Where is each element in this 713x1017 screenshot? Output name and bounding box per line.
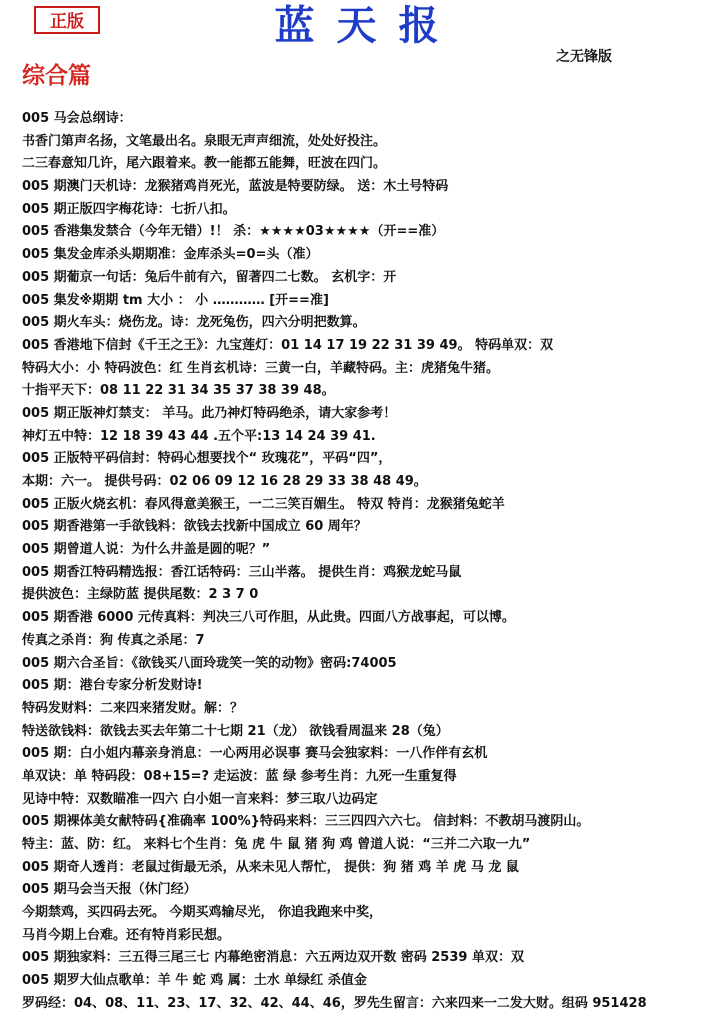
text-line: 005 期独家料：三五得三尾三七 内幕绝密消息：六五两边双开数 密码 2539 单双：双 bbox=[22, 950, 524, 966]
text-line: 005 期火车头：烧伤龙。诗：龙死兔伤，四六分明把数算。 bbox=[22, 315, 366, 331]
text-line: 005 集发金库杀头期期准：金库杀头=0=头（准） bbox=[22, 247, 319, 263]
text-line: 005 期罗大仙点歌单：羊 牛 蛇 鸡 属：土水 单绿红 杀值金 bbox=[22, 973, 367, 989]
text-line: 005 期澳门天机诗：龙猴猪鸡肖死光，蓝波是特要防绿。 送：木土号特码 bbox=[22, 179, 449, 195]
text-line: 005 期曾道人说：为什么井盖是圆的呢？” bbox=[22, 542, 271, 558]
text-line: 005 期正版神灯禁支： 羊马。此乃神灯特码绝杀，请大家参考！ bbox=[22, 405, 397, 421]
text-line: 特码大小：小 特码波色：红 生肖玄机诗：三黄一白，羊藏特码。主：虎猪兔牛猪。 bbox=[22, 360, 500, 376]
text-line: 005 香港地下信封《千王之王》：九宝莲灯：01 14 17 19 22 31 39 49。 特码单双：双 bbox=[22, 337, 554, 353]
text-line: 005 正版火烧玄机：春风得意美猴王，一二三笑百媚生。 特双 特肖：龙猴猪兔蛇羊 bbox=[22, 496, 505, 512]
text-line: 本期：六一。 提供号码：02 06 09 12 16 28 29 33 38 48 49。 bbox=[22, 474, 427, 489]
text-line: 单双诀：单 特码段：08+15=? 走运波：蓝 绿 参考生肖：九死一生重复得 bbox=[22, 768, 457, 784]
text-line: 005 期香港第一手欲钱料：欲钱去找新中国成立 60 周年？ bbox=[22, 519, 367, 535]
text-line: 罗码经：04、08、11、23、17、32、42、44、46，罗先生留言：六来四来一二发大财。组码 951428 bbox=[22, 995, 647, 1011]
text-line: 神灯五中特：12 18 39 43 44 .五个平:13 14 24 39 41. bbox=[22, 428, 376, 444]
text-line: 005 期裸体美女献特码{准确率 100%}特码来料：三三四四六六七。 信封料：不教胡马渡阴山。 bbox=[22, 814, 590, 830]
edition-label: 之无锋版 bbox=[556, 49, 612, 65]
text-line: 特送欲钱料：欲钱去买去年第二十七期 21（龙） 欲钱看周温来 28（兔） bbox=[22, 723, 449, 739]
text-line: 005 期奇人透肖：老鼠过街最无杀，从来未见人帮忙， 提供：狗 猪 鸡 羊 虎 马 龙 鼠 bbox=[22, 859, 519, 875]
text-line: 005 集发※期期 tm 大小 ： 小 ………… [开==准] bbox=[22, 292, 329, 308]
article-body bbox=[22, 108, 702, 1016]
text-line: 十指平天下：08 11 22 31 34 35 37 38 39 48。 bbox=[22, 383, 335, 399]
text-line: 005 期香港 6000 元传真料：判决三八可作胆，从此贵。四面八方战事起，可以博。 bbox=[22, 610, 515, 626]
text-line: 005 期：港台专家分析发财诗! bbox=[22, 678, 203, 694]
text-line: 见诗中特：双数瞄准一四六 白小姐一言来料：梦三取八边码定 bbox=[22, 791, 378, 807]
text-line: 005 期马会当天报（休门经） bbox=[22, 882, 197, 898]
text-line: 提供波色：主绿防蓝 提供尾数：2 3 7 0 bbox=[22, 587, 259, 603]
text-line: 书香门第声名扬，文笔最出名。泉眼无声声细流，处处好投注。 bbox=[22, 133, 387, 149]
text-line: 马肖今期上台难。还有特肖彩民想。 bbox=[22, 927, 231, 943]
text-line: 005 正版特平码信封：特码心想要找个“ 玫瑰花”，平码“四”， bbox=[22, 451, 392, 467]
text-line: 005 期：白小姐内幕亲身消息：一心两用必误事 赛马会独家料：一八作伴有玄机 bbox=[22, 746, 488, 762]
text-line: 二三春意知几许，尾六跟着来。教一能都五能舞，旺波在四门。 bbox=[22, 156, 387, 172]
text-line: 005 香港集发禁合（今年无错）!！ 杀：★★★★03★★★★（开==准） bbox=[22, 224, 445, 240]
text-line: 今期禁鸡，买四码去死。 今期买鸡输尽光， 你追我跑来中奖， bbox=[22, 905, 383, 921]
text-line: 005 期葡京一句话：兔后牛前有六，留著四二七数。 玄机字：开 bbox=[22, 269, 397, 285]
text-line: 005 期香江特码精选报：香江话特码：三山半落。 提供生肖：鸡猴龙蛇马鼠 bbox=[22, 564, 462, 580]
text-line: 005 期六合圣旨：《欲钱买八面玲珑笑一笑的动物》密码:74005 bbox=[22, 655, 397, 671]
section-heading: 综合篇 bbox=[22, 62, 91, 89]
text-line: 特码发财料：二来四来猪发财。解：？ bbox=[22, 700, 244, 716]
edition-badge: 正版 bbox=[34, 6, 100, 34]
text-line: 特主：蓝、防：红。 来料七个生肖：兔 虎 牛 鼠 猪 狗 鸡 曾道人说：“三并二六取一九” bbox=[22, 837, 531, 852]
text-line: 005 马会总纲诗： bbox=[22, 111, 132, 126]
newspaper-title: 蓝天报 bbox=[274, 2, 461, 49]
text-line: 传真之杀肖：狗 传真之杀尾：7 bbox=[22, 632, 205, 648]
text-line: 005 期正版四字梅花诗：七折八扣。 bbox=[22, 201, 236, 217]
